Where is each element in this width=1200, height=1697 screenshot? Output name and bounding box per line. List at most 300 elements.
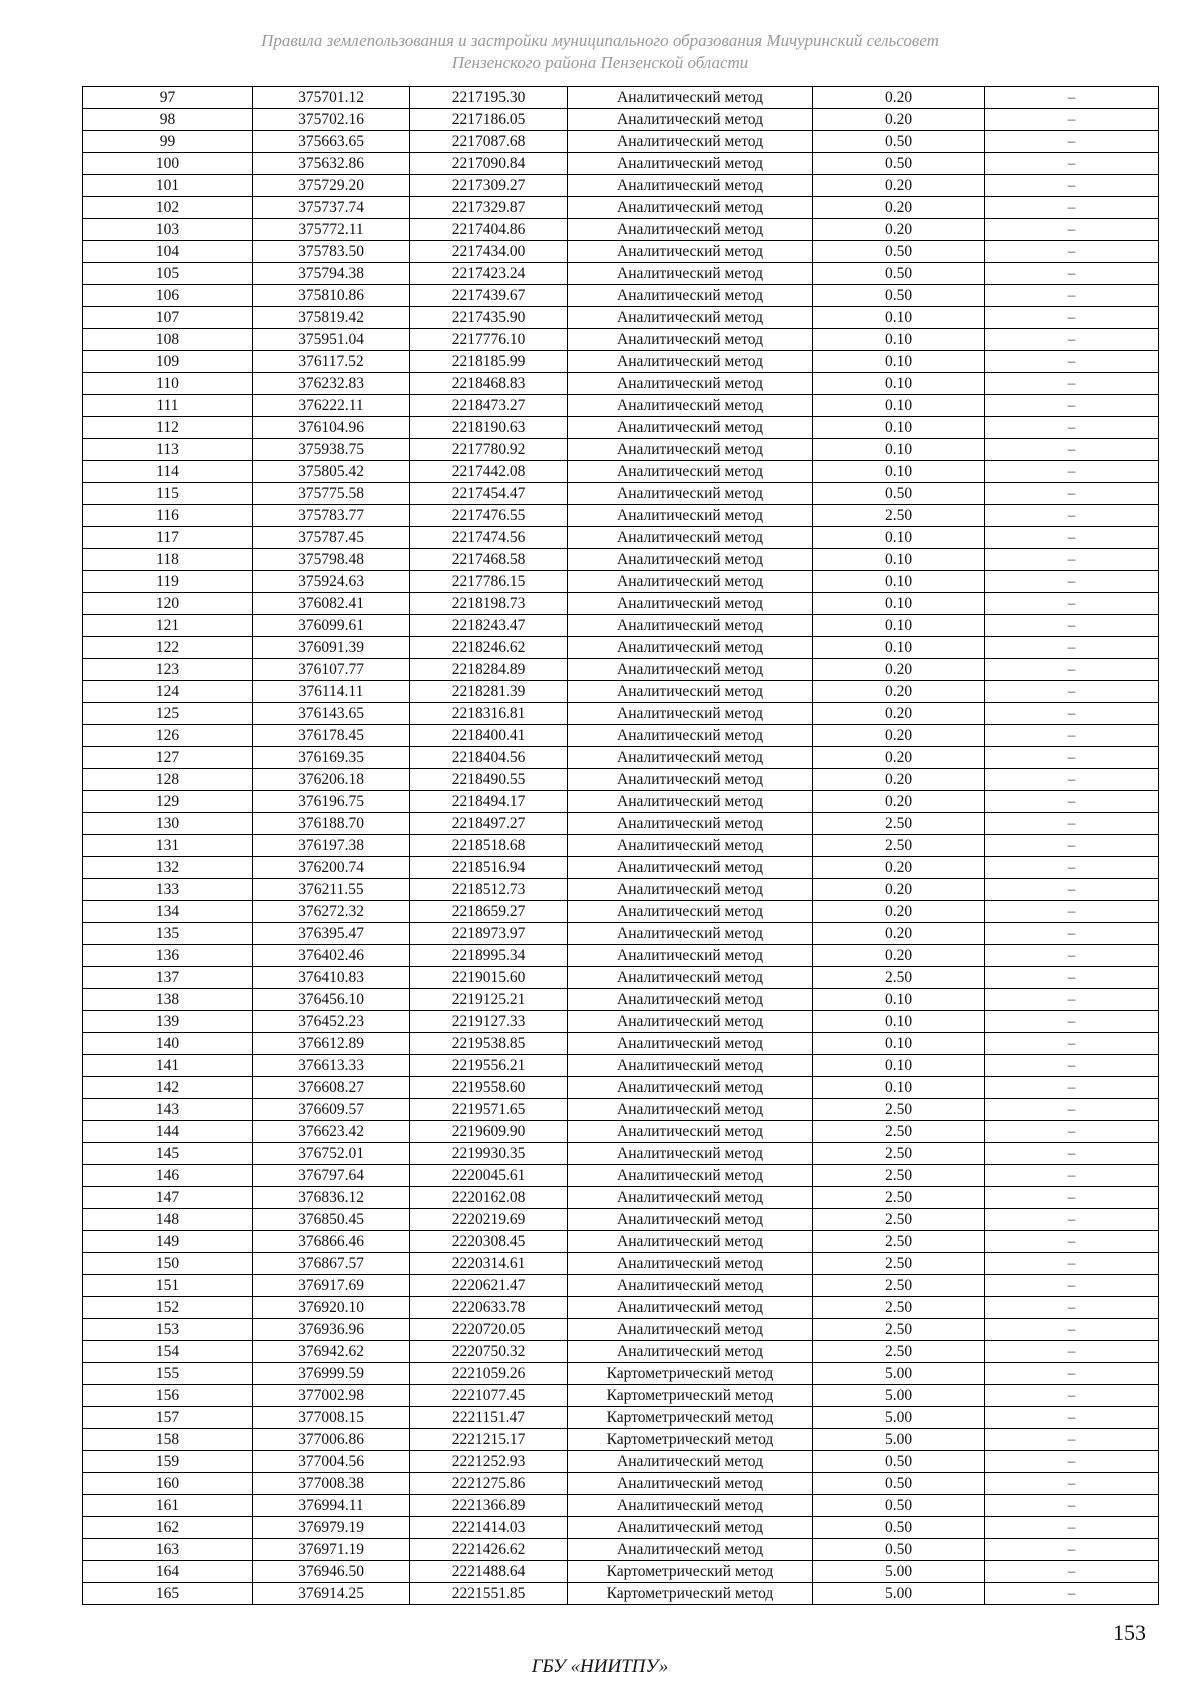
note-cell: – [985,439,1159,461]
accuracy-cell: 0.10 [813,461,985,483]
method-cell: Аналитический метод [568,109,813,131]
header-line-1: Правила землепользования и застройки муниципального образования Мичуринский сельсовет [261,31,939,50]
x-coordinate-cell: 376752.01 [253,1143,410,1165]
table-row [83,307,1159,329]
point-number-cell: 164 [83,1561,253,1583]
table-row [83,1187,1159,1209]
note-cell: – [985,1187,1159,1209]
note-cell: – [985,1363,1159,1385]
x-coordinate-cell: 376914.25 [253,1583,410,1605]
table-row [83,879,1159,901]
y-coordinate-cell: 2220219.69 [410,1209,568,1231]
method-cell: Аналитический метод [568,769,813,791]
x-coordinate-cell: 377008.38 [253,1473,410,1495]
note-cell: – [985,1011,1159,1033]
accuracy-cell: 0.50 [813,483,985,505]
method-cell: Аналитический метод [568,1099,813,1121]
x-coordinate-cell: 377006.86 [253,1429,410,1451]
point-number-cell: 121 [83,615,253,637]
point-number-cell: 102 [83,197,253,219]
table-row [83,1319,1159,1341]
y-coordinate-cell: 2220633.78 [410,1297,568,1319]
method-cell: Аналитический метод [568,945,813,967]
method-cell: Аналитический метод [568,1121,813,1143]
x-coordinate-cell: 377004.56 [253,1451,410,1473]
x-coordinate-cell: 376104.96 [253,417,410,439]
accuracy-cell: 0.10 [813,307,985,329]
point-number-cell: 127 [83,747,253,769]
x-coordinate-cell: 376946.50 [253,1561,410,1583]
note-cell: – [985,1275,1159,1297]
y-coordinate-cell: 2217435.90 [410,307,568,329]
x-coordinate-cell: 376099.61 [253,615,410,637]
x-coordinate-cell: 376994.11 [253,1495,410,1517]
note-cell: – [985,571,1159,593]
accuracy-cell: 0.20 [813,197,985,219]
note-cell: – [985,659,1159,681]
point-number-cell: 152 [83,1297,253,1319]
x-coordinate-cell: 375787.45 [253,527,410,549]
x-coordinate-cell: 375938.75 [253,439,410,461]
accuracy-cell: 0.20 [813,175,985,197]
y-coordinate-cell: 2218404.56 [410,747,568,769]
note-cell: – [985,219,1159,241]
method-cell: Аналитический метод [568,483,813,505]
note-cell: – [985,1077,1159,1099]
point-number-cell: 123 [83,659,253,681]
x-coordinate-cell: 376850.45 [253,1209,410,1231]
y-coordinate-cell: 2218995.34 [410,945,568,967]
method-cell: Аналитический метод [568,549,813,571]
method-cell: Аналитический метод [568,1187,813,1209]
note-cell: – [985,769,1159,791]
y-coordinate-cell: 2217476.55 [410,505,568,527]
accuracy-cell: 0.20 [813,87,985,109]
table-row [83,439,1159,461]
table-row [83,131,1159,153]
table-row [83,527,1159,549]
note-cell: – [985,1451,1159,1473]
x-coordinate-cell: 376091.39 [253,637,410,659]
table-row [83,1363,1159,1385]
note-cell: – [985,505,1159,527]
point-number-cell: 126 [83,725,253,747]
note-cell: – [985,549,1159,571]
method-cell: Аналитический метод [568,989,813,1011]
note-cell: – [985,747,1159,769]
table-row [83,417,1159,439]
x-coordinate-cell: 376082.41 [253,593,410,615]
y-coordinate-cell: 2219127.33 [410,1011,568,1033]
table-row [83,549,1159,571]
note-cell: – [985,1319,1159,1341]
y-coordinate-cell: 2221275.86 [410,1473,568,1495]
point-number-cell: 147 [83,1187,253,1209]
note-cell: – [985,285,1159,307]
x-coordinate-cell: 376867.57 [253,1253,410,1275]
method-cell: Аналитический метод [568,329,813,351]
note-cell: – [985,395,1159,417]
accuracy-cell: 0.10 [813,1033,985,1055]
y-coordinate-cell: 2218518.68 [410,835,568,857]
method-cell: Аналитический метод [568,527,813,549]
x-coordinate-cell: 376222.11 [253,395,410,417]
method-cell: Аналитический метод [568,175,813,197]
y-coordinate-cell: 2220314.61 [410,1253,568,1275]
method-cell: Аналитический метод [568,813,813,835]
accuracy-cell: 2.50 [813,1099,985,1121]
method-cell: Аналитический метод [568,1319,813,1341]
accuracy-cell: 0.10 [813,593,985,615]
method-cell: Аналитический метод [568,1077,813,1099]
accuracy-cell: 5.00 [813,1385,985,1407]
point-number-cell: 141 [83,1055,253,1077]
point-number-cell: 137 [83,967,253,989]
table-row [83,1539,1159,1561]
method-cell: Аналитический метод [568,1473,813,1495]
note-cell: – [985,813,1159,835]
note-cell: – [985,87,1159,109]
y-coordinate-cell: 2217442.08 [410,461,568,483]
x-coordinate-cell: 376971.19 [253,1539,410,1561]
method-cell: Аналитический метод [568,351,813,373]
y-coordinate-cell: 2218516.94 [410,857,568,879]
y-coordinate-cell: 2218198.73 [410,593,568,615]
note-cell: – [985,1473,1159,1495]
x-coordinate-cell: 376143.65 [253,703,410,725]
x-coordinate-cell: 375805.42 [253,461,410,483]
note-cell: – [985,527,1159,549]
y-coordinate-cell: 2217087.68 [410,131,568,153]
x-coordinate-cell: 376114.11 [253,681,410,703]
point-number-cell: 117 [83,527,253,549]
y-coordinate-cell: 2219556.21 [410,1055,568,1077]
note-cell: – [985,417,1159,439]
point-number-cell: 150 [83,1253,253,1275]
table-row [83,461,1159,483]
note-cell: – [985,1055,1159,1077]
note-cell: – [985,901,1159,923]
note-cell: – [985,373,1159,395]
y-coordinate-cell: 2221551.85 [410,1583,568,1605]
y-coordinate-cell: 2220162.08 [410,1187,568,1209]
note-cell: – [985,637,1159,659]
table-row [83,109,1159,131]
accuracy-cell: 0.10 [813,549,985,571]
note-cell: – [985,1429,1159,1451]
x-coordinate-cell: 376942.62 [253,1341,410,1363]
y-coordinate-cell: 2217423.24 [410,263,568,285]
method-cell: Аналитический метод [568,835,813,857]
method-cell: Аналитический метод [568,1231,813,1253]
accuracy-cell: 5.00 [813,1583,985,1605]
point-number-cell: 140 [83,1033,253,1055]
page-number: 153 [1113,1620,1146,1645]
method-cell: Аналитический метод [568,505,813,527]
y-coordinate-cell: 2217186.05 [410,109,568,131]
method-cell: Аналитический метод [568,637,813,659]
point-number-cell: 101 [83,175,253,197]
method-cell: Аналитический метод [568,967,813,989]
point-number-cell: 128 [83,769,253,791]
accuracy-cell: 0.50 [813,241,985,263]
method-cell: Аналитический метод [568,1143,813,1165]
x-coordinate-cell: 375924.63 [253,571,410,593]
method-cell: Картометрический метод [568,1561,813,1583]
note-cell: – [985,923,1159,945]
point-number-cell: 125 [83,703,253,725]
point-number-cell: 129 [83,791,253,813]
accuracy-cell: 0.10 [813,373,985,395]
table-row [83,1165,1159,1187]
table-row [83,1275,1159,1297]
x-coordinate-cell: 376188.70 [253,813,410,835]
point-number-cell: 145 [83,1143,253,1165]
x-coordinate-cell: 375951.04 [253,329,410,351]
accuracy-cell: 0.20 [813,923,985,945]
method-cell: Аналитический метод [568,1451,813,1473]
table-row [83,571,1159,593]
method-cell: Аналитический метод [568,879,813,901]
accuracy-cell: 0.10 [813,329,985,351]
table-row [83,219,1159,241]
point-number-cell: 158 [83,1429,253,1451]
accuracy-cell: 0.50 [813,1517,985,1539]
note-cell: – [985,1297,1159,1319]
y-coordinate-cell: 2220750.32 [410,1341,568,1363]
y-coordinate-cell: 2218243.47 [410,615,568,637]
y-coordinate-cell: 2218185.99 [410,351,568,373]
y-coordinate-cell: 2218246.62 [410,637,568,659]
table-row [83,967,1159,989]
x-coordinate-cell: 376169.35 [253,747,410,769]
x-coordinate-cell: 376979.19 [253,1517,410,1539]
accuracy-cell: 2.50 [813,1319,985,1341]
note-cell: – [985,1099,1159,1121]
accuracy-cell: 0.10 [813,989,985,1011]
accuracy-cell: 0.10 [813,615,985,637]
note-cell: – [985,307,1159,329]
accuracy-cell: 5.00 [813,1429,985,1451]
note-cell: – [985,791,1159,813]
note-cell: – [985,131,1159,153]
point-number-cell: 106 [83,285,253,307]
method-cell: Аналитический метод [568,219,813,241]
point-number-cell: 136 [83,945,253,967]
accuracy-cell: 0.20 [813,681,985,703]
point-number-cell: 162 [83,1517,253,1539]
note-cell: – [985,197,1159,219]
method-cell: Аналитический метод [568,285,813,307]
y-coordinate-cell: 2218190.63 [410,417,568,439]
note-cell: – [985,1341,1159,1363]
method-cell: Аналитический метод [568,1495,813,1517]
y-coordinate-cell: 2218284.89 [410,659,568,681]
accuracy-cell: 0.20 [813,857,985,879]
table-row [83,1011,1159,1033]
note-cell: – [985,1561,1159,1583]
x-coordinate-cell: 376211.55 [253,879,410,901]
y-coordinate-cell: 2219125.21 [410,989,568,1011]
point-number-cell: 156 [83,1385,253,1407]
x-coordinate-cell: 377008.15 [253,1407,410,1429]
x-coordinate-cell: 375737.74 [253,197,410,219]
point-number-cell: 142 [83,1077,253,1099]
point-number-cell: 153 [83,1319,253,1341]
method-cell: Аналитический метод [568,1011,813,1033]
accuracy-cell: 0.20 [813,945,985,967]
point-number-cell: 110 [83,373,253,395]
table-row [83,1495,1159,1517]
x-coordinate-cell: 376452.23 [253,1011,410,1033]
x-coordinate-cell: 376196.75 [253,791,410,813]
x-coordinate-cell: 376866.46 [253,1231,410,1253]
accuracy-cell: 0.20 [813,747,985,769]
y-coordinate-cell: 2221151.47 [410,1407,568,1429]
table-row [83,175,1159,197]
y-coordinate-cell: 2221215.17 [410,1429,568,1451]
x-coordinate-cell: 375798.48 [253,549,410,571]
note-cell: – [985,1517,1159,1539]
x-coordinate-cell: 376609.57 [253,1099,410,1121]
table-row [83,637,1159,659]
accuracy-cell: 2.50 [813,1209,985,1231]
accuracy-cell: 0.10 [813,439,985,461]
note-cell: – [985,681,1159,703]
x-coordinate-cell: 375701.12 [253,87,410,109]
method-cell: Аналитический метод [568,1209,813,1231]
table-row [83,1583,1159,1605]
y-coordinate-cell: 2218473.27 [410,395,568,417]
x-coordinate-cell: 376200.74 [253,857,410,879]
y-coordinate-cell: 2218281.39 [410,681,568,703]
method-cell: Картометрический метод [568,1385,813,1407]
accuracy-cell: 2.50 [813,1341,985,1363]
y-coordinate-cell: 2218316.81 [410,703,568,725]
table-row [83,1209,1159,1231]
y-coordinate-cell: 2217404.86 [410,219,568,241]
method-cell: Аналитический метод [568,1341,813,1363]
x-coordinate-cell: 376936.96 [253,1319,410,1341]
accuracy-cell: 5.00 [813,1407,985,1429]
accuracy-cell: 0.10 [813,351,985,373]
note-cell: – [985,1253,1159,1275]
table-row [83,1231,1159,1253]
x-coordinate-cell: 376178.45 [253,725,410,747]
x-coordinate-cell: 375632.86 [253,153,410,175]
x-coordinate-cell: 376117.52 [253,351,410,373]
y-coordinate-cell: 2220308.45 [410,1231,568,1253]
y-coordinate-cell: 2220045.61 [410,1165,568,1187]
accuracy-cell: 2.50 [813,967,985,989]
note-cell: – [985,175,1159,197]
accuracy-cell: 0.50 [813,1539,985,1561]
method-cell: Аналитический метод [568,571,813,593]
accuracy-cell: 0.50 [813,263,985,285]
accuracy-cell: 0.10 [813,571,985,593]
table-row [83,703,1159,725]
table-row [83,1429,1159,1451]
table-row [83,329,1159,351]
y-coordinate-cell: 2221488.64 [410,1561,568,1583]
table-row [83,1297,1159,1319]
table-row [83,241,1159,263]
accuracy-cell: 2.50 [813,1253,985,1275]
x-coordinate-cell: 375772.11 [253,219,410,241]
method-cell: Аналитический метод [568,703,813,725]
table-row [83,835,1159,857]
accuracy-cell: 0.20 [813,769,985,791]
y-coordinate-cell: 2218497.27 [410,813,568,835]
point-number-cell: 100 [83,153,253,175]
note-cell: – [985,153,1159,175]
method-cell: Аналитический метод [568,131,813,153]
point-number-cell: 109 [83,351,253,373]
x-coordinate-cell: 375663.65 [253,131,410,153]
x-coordinate-cell: 375775.58 [253,483,410,505]
x-coordinate-cell: 376272.32 [253,901,410,923]
x-coordinate-cell: 376613.33 [253,1055,410,1077]
table-row [83,593,1159,615]
y-coordinate-cell: 2221414.03 [410,1517,568,1539]
page-header [0,30,1200,74]
point-number-cell: 107 [83,307,253,329]
method-cell: Аналитический метод [568,1539,813,1561]
table-row [83,615,1159,637]
table-row [83,923,1159,945]
y-coordinate-cell: 2217309.27 [410,175,568,197]
method-cell: Аналитический метод [568,87,813,109]
accuracy-cell: 0.50 [813,1495,985,1517]
y-coordinate-cell: 2218659.27 [410,901,568,923]
x-coordinate-cell: 377002.98 [253,1385,410,1407]
x-coordinate-cell: 376402.46 [253,945,410,967]
accuracy-cell: 2.50 [813,1231,985,1253]
accuracy-cell: 0.50 [813,131,985,153]
table-row [83,351,1159,373]
y-coordinate-cell: 2221252.93 [410,1451,568,1473]
table-row [83,395,1159,417]
x-coordinate-cell: 376395.47 [253,923,410,945]
x-coordinate-cell: 376197.38 [253,835,410,857]
x-coordinate-cell: 375810.86 [253,285,410,307]
point-number-cell: 112 [83,417,253,439]
point-number-cell: 97 [83,87,253,109]
x-coordinate-cell: 376608.27 [253,1077,410,1099]
y-coordinate-cell: 2221059.26 [410,1363,568,1385]
method-cell: Аналитический метод [568,1055,813,1077]
point-number-cell: 133 [83,879,253,901]
x-coordinate-cell: 376836.12 [253,1187,410,1209]
table-row [83,1407,1159,1429]
table-row [83,1341,1159,1363]
table-row [83,989,1159,1011]
note-cell: – [985,615,1159,637]
note-cell: – [985,1385,1159,1407]
table-row [83,1055,1159,1077]
point-number-cell: 99 [83,131,253,153]
y-coordinate-cell: 2217776.10 [410,329,568,351]
x-coordinate-cell: 375819.42 [253,307,410,329]
note-cell: – [985,593,1159,615]
point-number-cell: 115 [83,483,253,505]
accuracy-cell: 0.10 [813,637,985,659]
note-cell: – [985,483,1159,505]
point-number-cell: 103 [83,219,253,241]
x-coordinate-cell: 375783.77 [253,505,410,527]
point-number-cell: 98 [83,109,253,131]
y-coordinate-cell: 2219571.65 [410,1099,568,1121]
